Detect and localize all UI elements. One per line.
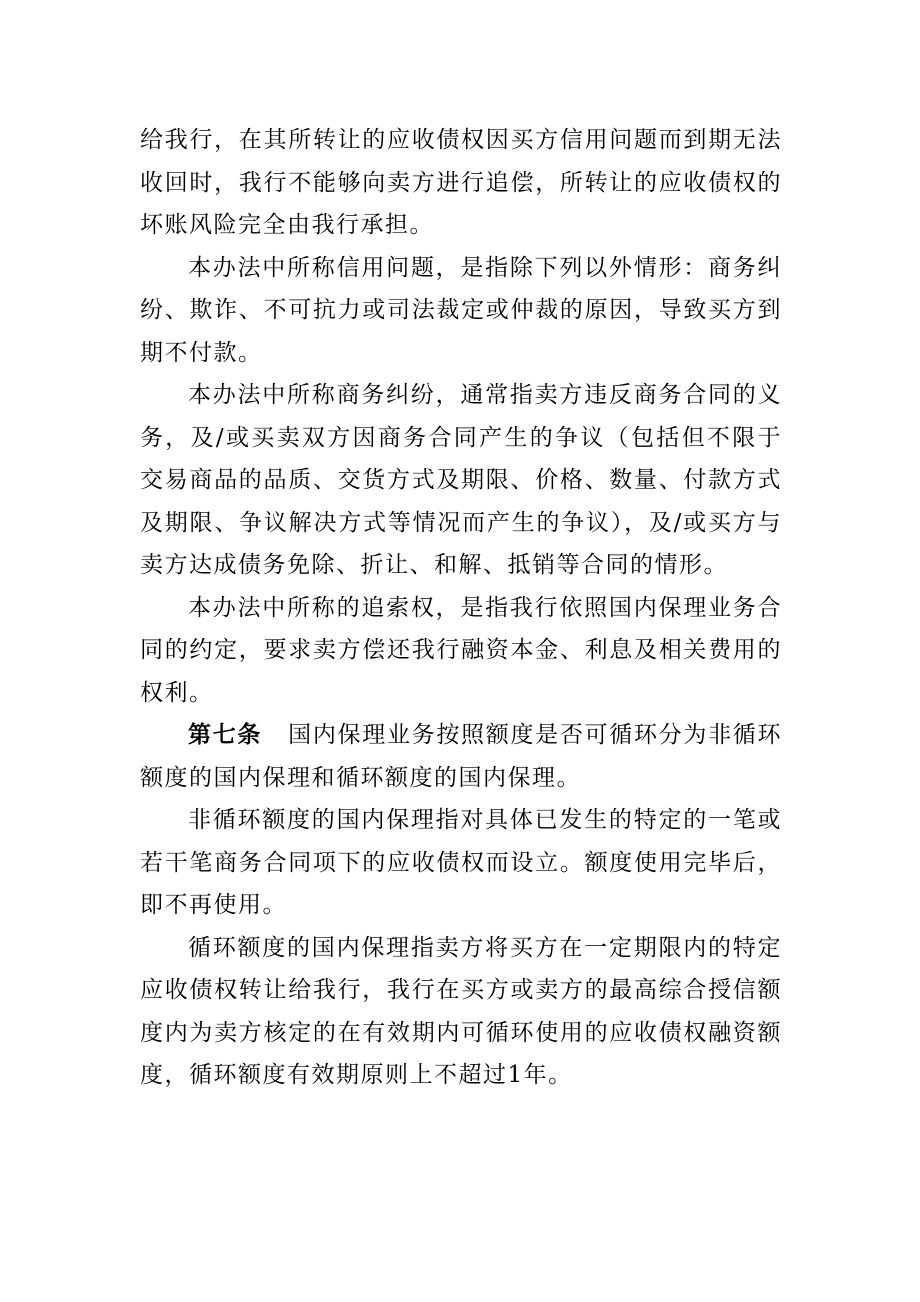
paragraph-commercial-dispute-definition: 本办法中所称商务纠纷，通常指卖方违反商务合同的义务，及/或买卖双方因商务合同产生的争议（包括但不限于交易商品的品质、交货方式及期限、价格、数量、付款方式及期限、争议解决方式等情况而产生的争议），及/或买方与卖方达成债务免除、折让、和解、抵销等合同的情形。 — [140, 382, 782, 578]
paragraph-credit-problem-definition: 本办法中所称信用问题，是指除下列以外情形：商务纠纷、欺诈、不可抗力或司法裁定或仲裁的原因，导致买方到期不付款。 — [140, 254, 782, 366]
document-page — [140, 119, 782, 1097]
article-7-paragraph — [140, 714, 782, 799]
paragraph-revolving-factoring: 循环额度的国内保理指卖方将买方在一定期限内的特定应收债权转让给我行，我行在买方或卖方的最高综合授信额度内为卖方核定的在有效期内可循环使用的应收债权融资额度，循环额度有效期原则上不超过1年。 — [140, 934, 782, 1088]
paragraph-continuation: 给我行，在其所转让的应收债权因买方信用问题而到期无法收回时，我行不能够向卖方进行追偿，所转让的应收债权的坏账风险完全由我行承担。 — [140, 127, 782, 238]
article-7-text: 国内保理业务按照额度是否可循环分为非循环额度的国内保理和循环额度的国内保理。 — [140, 722, 783, 791]
paragraph-recourse-definition: 本办法中所称的追索权，是指我行依照国内保理业务合同的约定，要求卖方偿还我行融资本金、利息及相关费用的权利。 — [140, 594, 782, 706]
paragraph-non-revolving-factoring: 非循环额度的国内保理指对具体已发生的特定的一笔或若干笔商务合同项下的应收债权而设立。额度使用完毕后，即不再使用。 — [140, 807, 782, 918]
article-7-number: 第七条 — [188, 721, 263, 748]
